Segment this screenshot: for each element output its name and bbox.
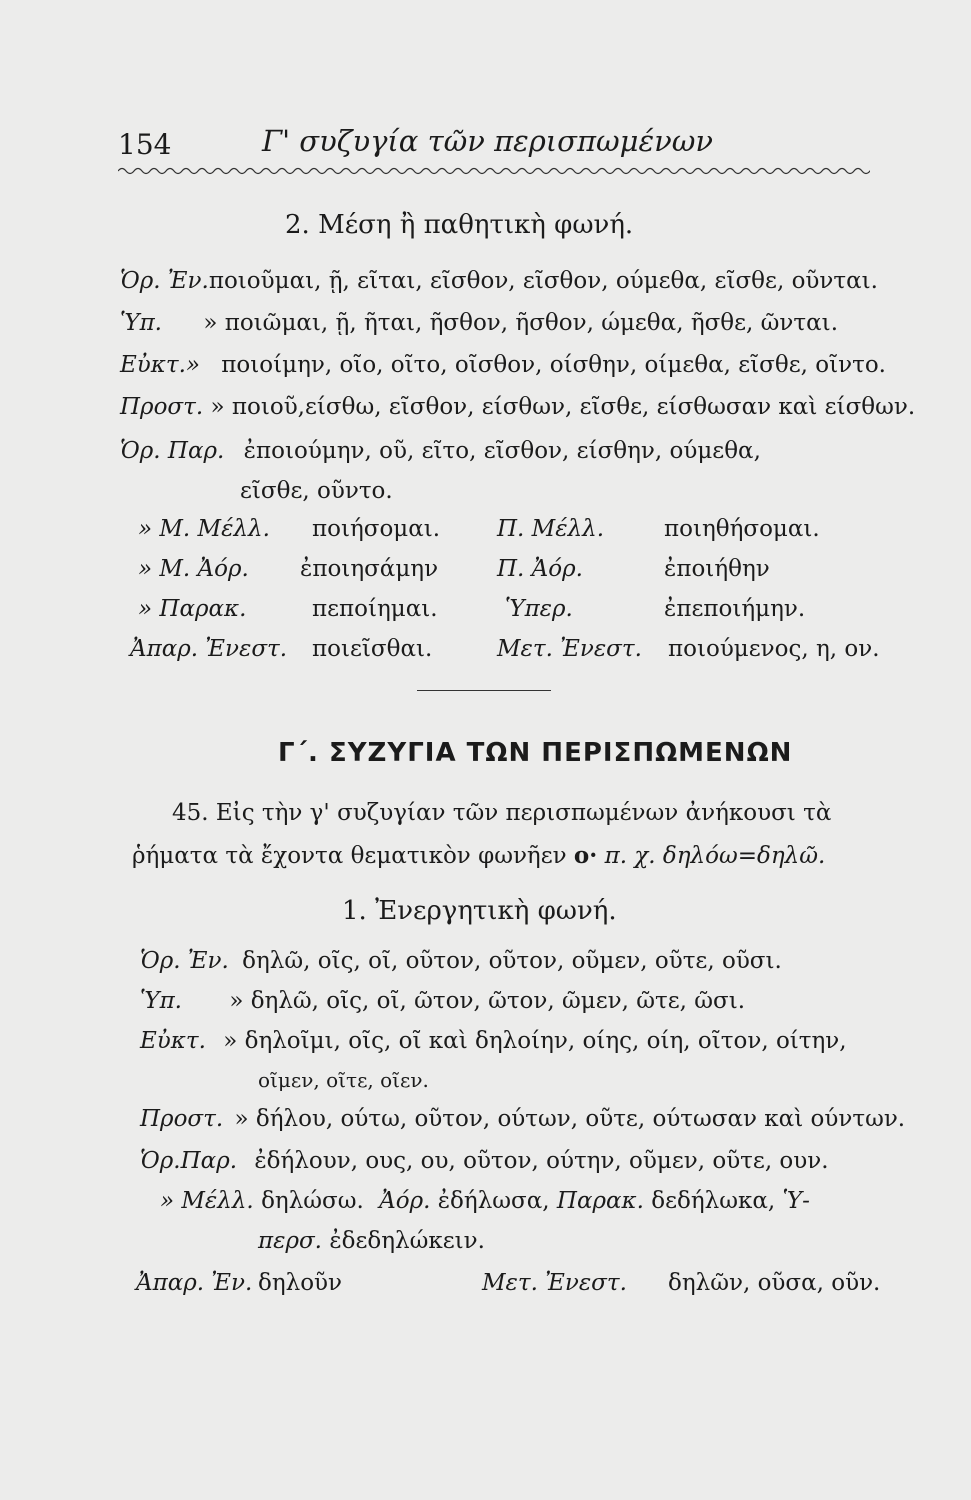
row-label: » Μέλλ. <box>160 1188 254 1214</box>
row-text: ἐδεδηλώκειν. <box>329 1228 485 1254</box>
row-label: Ὁρ. Ἐν. <box>140 948 229 974</box>
row-text: ἐδήλουν, ους, ου, οῦτον, ούτην, οῦμεν, οῦτε, ουν. <box>254 1148 829 1174</box>
row-text: ἐποιούμην, οῦ, εῖτο, εῖσθον, είσθην, ούμεθα, <box>243 438 761 464</box>
tense-label: Μετ. Ἐνεστ. <box>482 1270 627 1296</box>
tense-form: ποιήσομαι. <box>312 516 441 542</box>
example-abbrev: π. χ. <box>604 843 656 869</box>
row-label: περσ. <box>258 1228 322 1254</box>
wavy-rule <box>118 164 870 178</box>
tense-form: πεποίημαι. <box>312 596 438 622</box>
row-text: ποιοῦμαι, ῇ, εῖται, εῖσθον, εῖσθον, ούμεθα, εῖσθε, οῦνται. <box>208 268 878 294</box>
tense-form: ἐποιησάμην <box>300 556 439 582</box>
tense-label: Π. Μέλλ. <box>497 516 605 542</box>
paradigm-row-continuation <box>258 1228 485 1254</box>
vowel-letter: ο· <box>573 842 598 869</box>
section-heading-active: 1. Ἐνεργητικὴ φωνή. <box>342 896 617 926</box>
example-verb: δηλόω=δηλῶ. <box>662 843 826 869</box>
row-label: Ὁρ.Παρ. <box>140 1148 238 1174</box>
tense-label: Μετ. Ἐνεστ. <box>497 636 642 662</box>
tense-form: ποιεῖσθαι. <box>312 636 433 662</box>
paradigm-row-continuation <box>258 1068 429 1092</box>
tense-label: » Μ. Μέλλ. <box>138 516 270 542</box>
tense-form: ἐποιήθην <box>664 556 770 582</box>
ditto-mark: » <box>234 1106 249 1132</box>
paradigm-row <box>160 1188 810 1214</box>
paradigm-row <box>140 1148 829 1174</box>
section-title: Γ΄. ΣΥΖΥΓΙΑ ΤΩΝ ΠΕΡΙΣΠΩΜΕΝΩΝ <box>278 738 793 768</box>
tense-form: ποιηθήσομαι. <box>664 516 820 542</box>
tense-label: » Μ. Ἀόρ. <box>138 556 249 582</box>
paradigm-row <box>120 268 878 294</box>
row-text: δηλώσω. <box>261 1188 364 1214</box>
paradigm-row <box>140 988 745 1014</box>
tense-label: Ἀπαρ. Ἐν. <box>136 1270 253 1296</box>
row-label: Προστ. <box>140 1106 224 1132</box>
row-label: Προστ. <box>120 394 204 420</box>
row-text: ποιῶμαι, ῇ, ῆται, ῆσθον, ῆσθον, ώμεθα, ῆσθε, ῶνται. <box>224 310 838 336</box>
tense-form: ποιούμενος, η, ον. <box>668 636 880 662</box>
row-text: εῖσθε, οῦντο. <box>240 478 393 504</box>
tense-label: » Παρακ. <box>138 596 247 622</box>
paradigm-row <box>120 352 886 378</box>
row-label: Ὁρ. Παρ. <box>120 438 225 464</box>
paradigm-row <box>140 1106 905 1132</box>
paradigm-row-continuation <box>240 478 393 504</box>
tense-form: δηλοῦν <box>258 1270 343 1296</box>
paradigm-row <box>120 438 761 464</box>
row-label: Εὐκτ.» <box>120 352 200 378</box>
row-text: δήλου, ούτω, οῦτον, ούτων, οῦτε, ούτωσαν καὶ ούντων. <box>255 1106 906 1132</box>
section-divider <box>417 690 551 691</box>
row-label: Παρακ. <box>556 1188 644 1214</box>
paragraph-text: ῥήματα τὰ ἔχοντα θεματικὸν φωνῆεν <box>132 843 567 869</box>
paragraph-line <box>132 842 825 869</box>
row-text: οῖμεν, οῖτε, οῖεν. <box>258 1068 429 1092</box>
tense-form: δηλῶν, οῦσα, οῦν. <box>668 1270 881 1296</box>
ditto-mark: » <box>229 988 244 1014</box>
row-label: Ὑπ. <box>140 988 182 1014</box>
tense-label: Ὑπερ. <box>505 596 573 622</box>
tense-label: Ἀπαρ. Ἐνεστ. <box>130 636 288 662</box>
ditto-mark: » <box>210 394 225 420</box>
paragraph-line: 45. Εἰς τὴν γ' συζυγίαν τῶν περισπωμένων ἀνήκουσι τὰ <box>172 800 832 826</box>
row-label: Ὁρ. Ἐν. <box>120 268 209 294</box>
ditto-mark: » <box>223 1028 238 1054</box>
row-label: Εὐκτ. <box>140 1028 206 1054</box>
row-text: δηλῶ, οῖς, οῖ, ῶτον, ῶτον, ῶμεν, ῶτε, ῶσι. <box>250 988 746 1014</box>
paradigm-row <box>120 394 915 420</box>
tense-row <box>138 516 270 542</box>
ditto-mark: » <box>203 310 218 336</box>
section-heading-middle-passive: 2. Μέση ἢ παθητικὴ φωνή. <box>285 210 634 240</box>
row-label: Ὑπ. <box>120 310 162 336</box>
row-text: ἐδήλωσα, <box>437 1188 550 1214</box>
paradigm-row <box>140 1028 847 1054</box>
running-title: Γ' συζυγία τῶν περισπωμένων <box>262 124 713 158</box>
paradigm-row <box>140 948 782 974</box>
row-label: Ἀόρ. <box>379 1188 431 1214</box>
page-number: 154 <box>118 128 172 161</box>
row-label: Ὑ- <box>782 1188 810 1214</box>
row-text: δεδήλωκα, <box>651 1188 776 1214</box>
row-text: ποιοίμην, οῖο, οῖτο, οῖσθον, οίσθην, οίμεθα, εῖσθε, οῖντο. <box>221 352 886 378</box>
row-text: δηλοῖμι, οῖς, οῖ καὶ δηλοίην, οίης, οίη, οῖτον, οίτην, <box>244 1028 847 1054</box>
paradigm-row <box>120 310 838 336</box>
row-text: ποιοῦ,είσθω, εῖσθον, είσθων, εῖσθε, είσθωσαν καὶ είσθων. <box>231 394 916 420</box>
tense-label: Π. Ἀόρ. <box>497 556 583 582</box>
row-text: δηλῶ, οῖς, οῖ, οῦτον, οῦτον, οῦμεν, οῦτε, οῦσι. <box>242 948 782 974</box>
tense-form: ἐπεποιήμην. <box>664 596 806 622</box>
